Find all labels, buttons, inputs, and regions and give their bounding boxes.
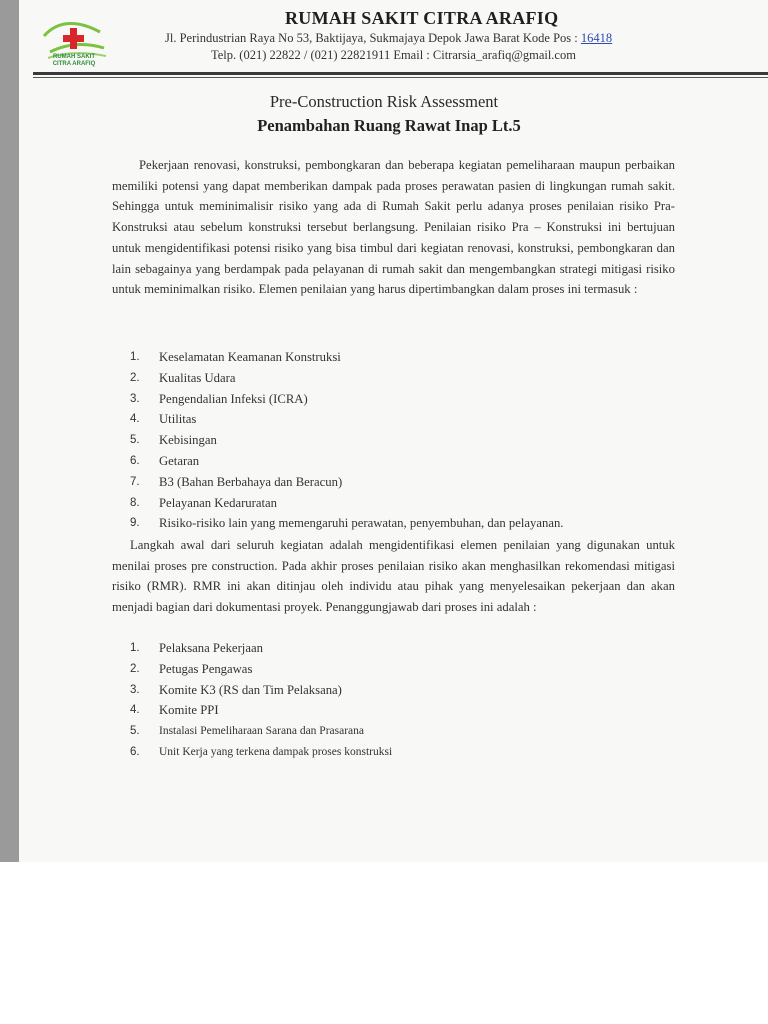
- list-item: [112, 721, 392, 742]
- list-text: Utilitas: [159, 412, 197, 427]
- list-item: [112, 451, 563, 472]
- list-number: 3.: [130, 683, 140, 696]
- list-text: Kualitas Udara: [159, 370, 236, 385]
- intro-paragraph: Pekerjaan renovasi, konstruksi, pembongkaran dan beberapa kegiatan pemeliharaan maupun perbaikan memiliki potensi yang dapat memberikan dampak pada proses perawatan pasien di lingkungan rumah sakit. Sehingga untuk meminimalisir risiko yang ada di Rumah Sakit perlu adanya proses penilaian risiko Pra-Konstruksi atau sebelum konstruksi tersebut berlangsung. Penilaian risiko Pra – Konstruksi ini bertujuan untuk mengidentifikasi potensi risiko yang bisa timbul dari kegiatan renovasi, konstruksi, pembongkaran dan lain sebagainya yang berdampak pada pelayanan di rumah sakit dan mengembangkan strategi mitigasi risiko untuk meminimalkan risiko. Elemen penilaian yang harus dipertimbangkan dalam proses ini termasuk :: [112, 158, 675, 297]
- list-number: 6.: [130, 454, 140, 467]
- list-number: 9.: [130, 517, 140, 530]
- list-text: Pengendalian Infeksi (ICRA): [159, 391, 308, 406]
- list-item: [112, 659, 392, 680]
- hospital-address: [165, 31, 612, 46]
- list-number: 1.: [130, 351, 140, 363]
- process-paragraph: Langkah awal dari seluruh kegiatan adalah mengidentifikasi elemen penilaian yang digunakan untuk menilai proses pre construction. Pada akhir proses penilaian risiko akan menghasilkan rekomendasi mitigasi risiko (RMR). RMR ini akan ditinjau oleh individu atau pihak yang menyelesaikan pekerjaan dan akan menjadi bagian dari dokumentasi proyek. Penanggungjawab dari proses ini adalah :: [112, 538, 675, 615]
- list-item: [112, 638, 392, 659]
- list-text: Kebisingan: [159, 433, 217, 448]
- list-number: 1.: [130, 642, 140, 654]
- list-item: [112, 389, 563, 410]
- list-item: [112, 368, 563, 389]
- document-title: Pre-Construction Risk Assessment: [269, 92, 499, 111]
- list-item: [112, 742, 392, 763]
- list-text: Komite PPI: [159, 703, 219, 718]
- list-text: Pelayanan Kedaruratan: [159, 495, 278, 510]
- list-number: 2.: [130, 371, 140, 384]
- document-subtitle: Penambahan Ruang Rawat Inap Lt.5: [257, 116, 521, 135]
- list-text: Keselamatan Keamanan Konstruksi: [159, 350, 341, 364]
- logo-text-line2: CITRA ARAFIQ: [52, 61, 96, 67]
- assessment-elements-list: [112, 347, 563, 534]
- list-item: [112, 430, 563, 451]
- list-text: Petugas Pengawas: [159, 661, 253, 676]
- letterhead-divider-thick: [33, 72, 768, 75]
- hospital-name: RUMAH SAKIT CITRA ARAFIQ: [285, 8, 559, 28]
- list-text: B3 (Bahan Berbahaya dan Beracun): [159, 474, 343, 489]
- list-text: Instalasi Pemeliharaan Sarana dan Prasarana: [159, 725, 364, 738]
- list-text: Getaran: [159, 453, 200, 468]
- list-number: 6.: [130, 745, 140, 758]
- logo-text: [40, 54, 108, 68]
- list-text: Pelaksana Pekerjaan: [159, 641, 263, 655]
- list-number: 5.: [130, 434, 140, 447]
- letterhead-divider-thin: [33, 77, 768, 78]
- list-text: Unit Kerja yang terkena dampak proses konstruksi: [159, 745, 393, 758]
- list-number: 4.: [130, 413, 140, 426]
- logo-text-line1: RUMAH SAKIT: [53, 54, 95, 60]
- hospital-contact: Telp. (021) 22822 / (021) 22821911 Email : Citrarsia_arafiq@gmail.com: [211, 48, 576, 62]
- list-item: [112, 409, 563, 430]
- list-item: [112, 472, 563, 493]
- address-text: Jl. Perindustrian Raya No 53, Baktijaya, Sukmajaya Depok Jawa Barat Kode Pos :: [165, 31, 581, 45]
- list-item: [112, 680, 392, 701]
- list-item: [112, 700, 392, 721]
- postal-code-link[interactable]: 16418: [580, 31, 613, 45]
- list-number: 8.: [130, 496, 140, 509]
- list-number: 7.: [130, 475, 140, 488]
- list-number: 5.: [130, 725, 140, 738]
- list-number: 3.: [130, 392, 140, 405]
- list-text: Komite K3 (RS dan Tim Pelaksana): [159, 682, 342, 697]
- list-item: [112, 513, 563, 534]
- list-text: Risiko-risiko lain yang memengaruhi perawatan, penyembuhan, dan pelayanan.: [159, 516, 564, 531]
- responsible-parties-list: [112, 638, 392, 763]
- list-number: 2.: [130, 662, 140, 675]
- list-number: 4.: [130, 704, 140, 717]
- list-item: [112, 347, 563, 368]
- list-item: [112, 493, 563, 514]
